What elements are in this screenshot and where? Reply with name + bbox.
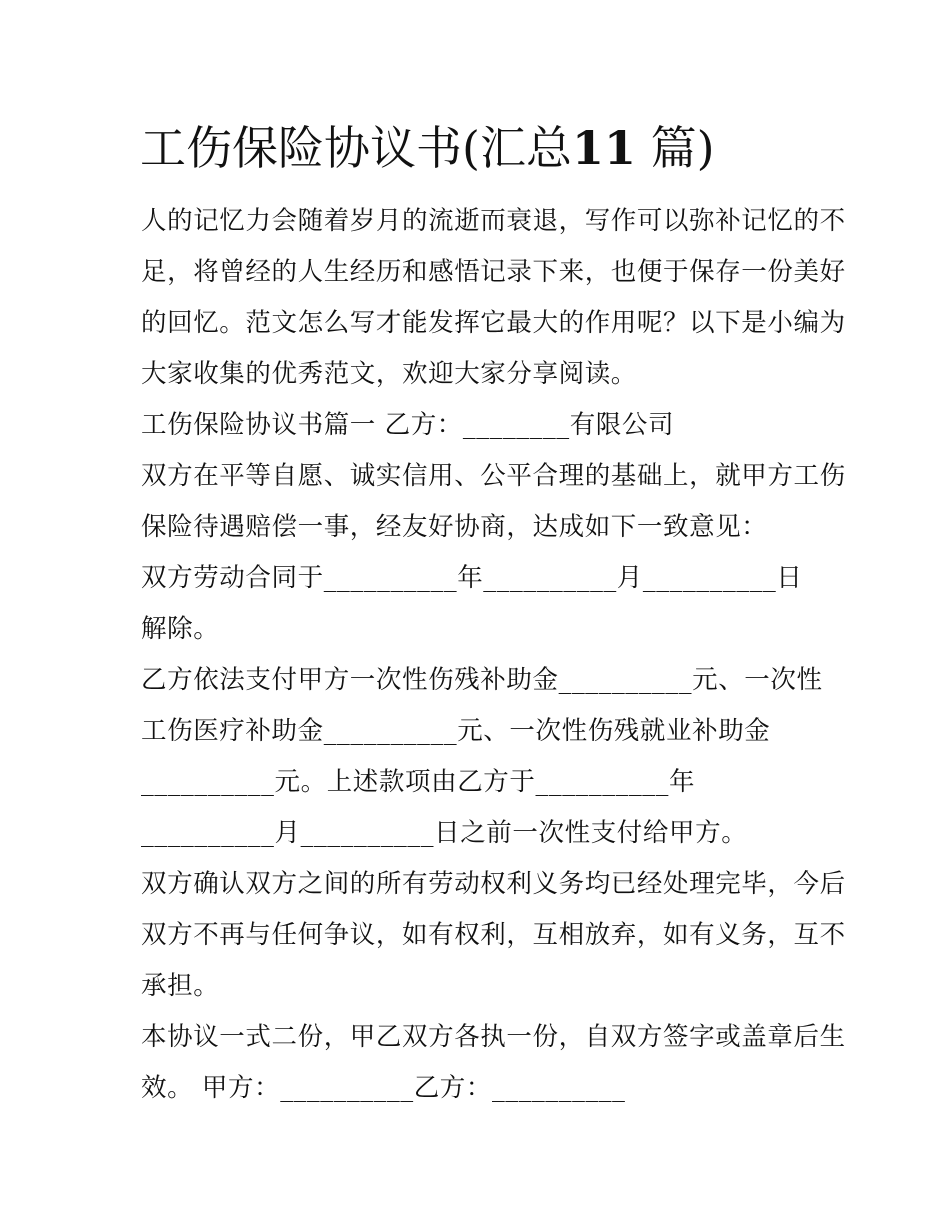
paragraph <box>141 655 821 859</box>
text-line: 工伤医疗补助金__________元、一次性伤残就业补助金 <box>141 716 771 746</box>
paragraph <box>141 553 821 655</box>
document-body <box>141 196 846 1114</box>
paragraph <box>141 1012 846 1114</box>
title-suffix: 篇) <box>650 121 715 175</box>
title-number: 11 <box>571 121 636 175</box>
text-line: 保险待遇赔偿一事，经友好协商，达成如下一致意见： <box>141 512 768 542</box>
text-line: 工伤保险协议书篇一 乙方：________有限公司 <box>141 410 675 440</box>
text-line: 人的记忆力会随着岁月的流逝而衰退，写作可以弥补记忆的不 <box>141 206 846 236</box>
text-line: __________月__________日之前一次性支付给甲方。 <box>141 818 748 848</box>
text-line: 承担。 <box>141 971 220 1001</box>
text-line: 乙方依法支付甲方一次性伤残补助金__________元、一次性 <box>141 665 823 695</box>
text-line: 本协议一式二份，甲乙双方各执一份，自双方签字或盖章后生 <box>141 1022 846 1052</box>
title-text: 工伤保险协议书(汇总 <box>140 121 572 175</box>
paragraph <box>141 451 846 553</box>
text-line: __________元。上述款项由乙方于__________年 <box>141 767 696 797</box>
document-title <box>140 118 715 178</box>
text-line: 双方在平等自愿、诚实信用、公平合理的基础上，就甲方工伤 <box>141 461 846 491</box>
paragraph <box>141 400 821 451</box>
text-line: 足，将曾经的人生经历和感悟记录下来，也便于保存一份美好 <box>141 257 846 287</box>
text-line: 双方不再与任何争议，如有权利，互相放弃，如有义务，互不 <box>141 920 846 950</box>
text-line: 的回忆。范文怎么写才能发挥它最大的作用呢？以下是小编为 <box>141 308 846 338</box>
text-line: 双方确认双方之间的所有劳动权利义务均已经处理完毕，今后 <box>141 869 846 899</box>
paragraph <box>141 196 846 400</box>
text-line: 双方劳动合同于__________年__________月__________日 <box>141 563 803 593</box>
text-line: 大家收集的优秀范文，欢迎大家分享阅读。 <box>141 359 637 389</box>
text-line: 解除。 <box>141 614 220 644</box>
paragraph <box>141 859 846 1012</box>
text-line: 效。 甲方：__________乙方：__________ <box>141 1073 626 1103</box>
